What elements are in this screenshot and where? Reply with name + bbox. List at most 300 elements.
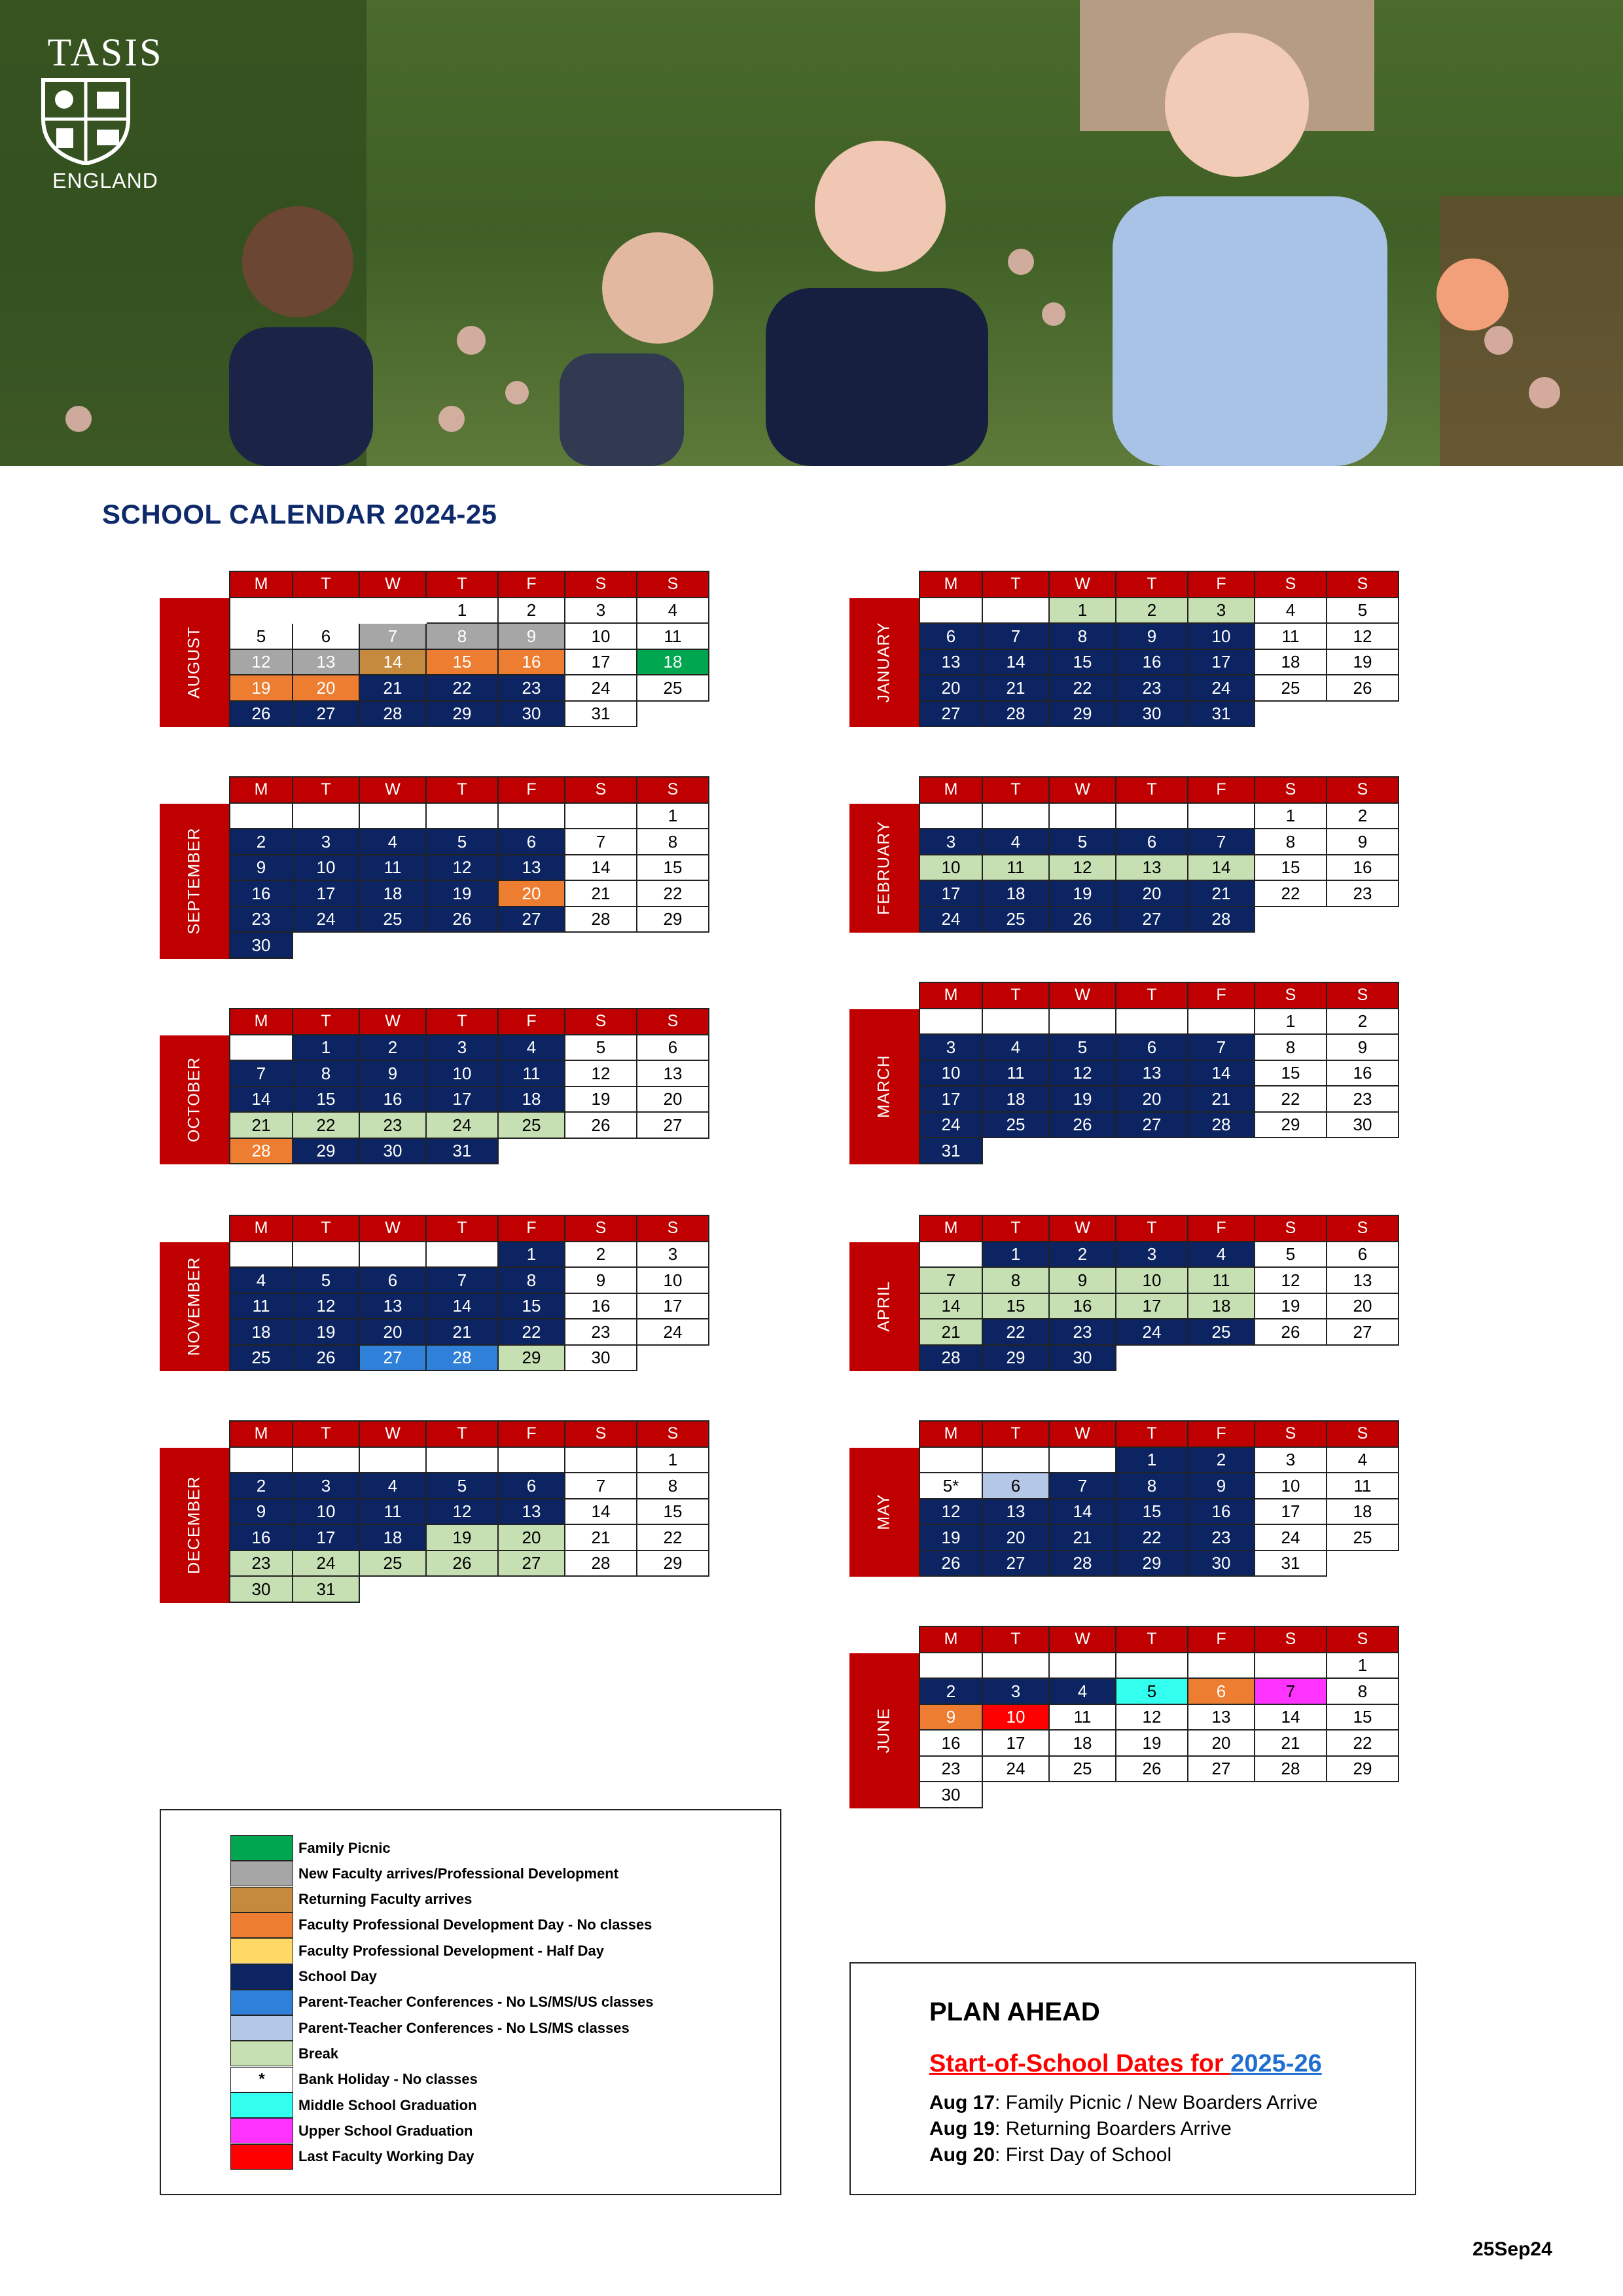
weekday-header: T (427, 778, 499, 804)
day-cell: 7 (1050, 1473, 1116, 1499)
empty-cell (565, 1577, 637, 1603)
day-cell: 4 (983, 829, 1050, 855)
month-grid (229, 1215, 709, 1371)
day-cell: 22 (293, 1113, 360, 1139)
plan-ahead-item (929, 2118, 1232, 2140)
day-cell: 20 (983, 1525, 1050, 1551)
month-name: JUNE (874, 1708, 893, 1753)
day-cell: 20 (1116, 881, 1188, 907)
blank-cell (565, 804, 637, 830)
day-cell: 18 (499, 1087, 565, 1113)
empty-cell (983, 1138, 1050, 1164)
legend-swatch (230, 2118, 293, 2144)
tasis-logo[interactable] (37, 31, 174, 193)
day-cell: 19 (1255, 1294, 1327, 1320)
day-cell: 23 (1327, 881, 1399, 907)
empty-cell (1188, 1782, 1255, 1808)
blank-cell (1050, 1009, 1116, 1035)
empty-cell (499, 1139, 565, 1165)
day-cell: 28 (565, 1551, 637, 1577)
day-cell: 17 (427, 1087, 499, 1113)
day-cell: 12 (293, 1294, 360, 1320)
day-cell: 4 (499, 1035, 565, 1062)
day-cell: 12 (1050, 1061, 1116, 1087)
day-cell: 3 (293, 829, 360, 855)
day-cell: 22 (499, 1319, 565, 1346)
month-label (160, 598, 229, 728)
weekday-header: M (230, 1216, 293, 1242)
day-cell: 10 (637, 1268, 709, 1294)
day-cell: 22 (1255, 1086, 1327, 1113)
blank-cell (920, 1242, 983, 1268)
day-cell: 23 (1050, 1319, 1116, 1346)
legend-label: Faculty Professional Development Day - No classes (298, 1916, 652, 1933)
weekday-header: M (920, 983, 983, 1009)
day-cell: 12 (1327, 624, 1399, 650)
day-cell: 6 (499, 1473, 565, 1499)
shield-icon (37, 73, 135, 165)
legend-item (230, 2092, 477, 2118)
legend-label: Parent-Teacher Conferences - No LS/MS/US classes (298, 1994, 654, 2011)
day-cell: 15 (1327, 1705, 1399, 1731)
legend-label: Upper School Graduation (298, 2122, 473, 2139)
day-cell: 17 (920, 1086, 983, 1113)
empty-cell (565, 1139, 637, 1165)
weekday-header: T (293, 778, 360, 804)
empty-cell (230, 598, 293, 624)
month-grid (919, 1215, 1399, 1371)
month-grid (919, 571, 1399, 727)
blank-cell (230, 1448, 293, 1474)
day-cell: 1 (499, 1242, 565, 1268)
empty-cell (637, 1577, 709, 1603)
month-name: APRIL (874, 1281, 893, 1332)
weekday-header: S (1327, 1216, 1399, 1242)
day-cell: 26 (1327, 675, 1399, 702)
day-cell: 9 (920, 1705, 983, 1731)
plan-ahead-subtitle (929, 2050, 1322, 2078)
day-cell: 18 (1327, 1499, 1399, 1526)
day-cell: 11 (1050, 1705, 1116, 1731)
weekday-header: F (499, 572, 565, 598)
weekday-header: T (1116, 572, 1188, 598)
day-cell: 29 (637, 907, 709, 933)
day-cell: 18 (1188, 1294, 1255, 1320)
legend-label: Break (298, 2045, 339, 2062)
month-name: NOVEMBER (185, 1257, 204, 1356)
weekday-header: S (637, 778, 709, 804)
day-cell: 13 (360, 1294, 427, 1320)
day-cell: 9 (1188, 1473, 1255, 1499)
empty-cell (637, 702, 709, 728)
day-cell: 25 (637, 675, 709, 702)
day-cell: 8 (1327, 1679, 1399, 1705)
day-cell: 30 (565, 1346, 637, 1372)
day-cell: 9 (499, 624, 565, 650)
day-cell: 27 (1188, 1757, 1255, 1783)
day-cell: 16 (1327, 1061, 1399, 1087)
day-cell: 2 (1327, 1009, 1399, 1035)
weekday-header: M (230, 1009, 293, 1035)
day-cell: 3 (293, 1473, 360, 1499)
weekday-header: S (565, 1009, 637, 1035)
blank-cell (230, 1035, 293, 1062)
day-cell: 27 (360, 1346, 427, 1372)
day-cell: 26 (427, 1551, 499, 1577)
day-cell: 19 (1050, 881, 1116, 907)
weekday-header: T (427, 1009, 499, 1035)
blank-cell (1188, 804, 1255, 830)
day-cell: 13 (983, 1499, 1050, 1526)
empty-cell (1327, 1782, 1399, 1808)
blank-cell (499, 804, 565, 830)
day-cell: 3 (920, 1035, 983, 1061)
day-cell: 3 (637, 1242, 709, 1268)
day-cell: 10 (920, 855, 983, 882)
day-cell: 2 (1188, 1448, 1255, 1474)
day-cell: 4 (360, 1473, 427, 1499)
empty-cell (360, 1577, 427, 1603)
empty-cell (1188, 1346, 1255, 1372)
month-label (160, 1035, 229, 1165)
day-cell: 5 (1050, 1035, 1116, 1061)
day-cell: 6 (360, 1268, 427, 1294)
weekday-header: M (920, 778, 983, 804)
plan-ahead-subtitle-prefix: Start-of-School Dates for (929, 2050, 1231, 2077)
weekday-header: T (983, 1422, 1050, 1448)
weekday-header: M (920, 1216, 983, 1242)
day-cell: 15 (1255, 855, 1327, 882)
day-cell: 19 (230, 675, 293, 702)
day-cell: 29 (637, 1551, 709, 1577)
day-cell: 5 (427, 829, 499, 855)
day-cell: 11 (983, 855, 1050, 882)
weekday-header: W (1050, 1627, 1116, 1653)
day-cell: 11 (1327, 1473, 1399, 1499)
blank-cell (920, 804, 983, 830)
plan-ahead-title: PLAN AHEAD (929, 1998, 1100, 2026)
day-cell: 17 (637, 1294, 709, 1320)
weekday-header: W (360, 1009, 427, 1035)
day-cell: 11 (499, 1061, 565, 1087)
day-cell: 24 (293, 907, 360, 933)
day-cell: 29 (1327, 1757, 1399, 1783)
day-cell: 23 (230, 1551, 293, 1577)
day-cell: 22 (637, 1525, 709, 1551)
day-cell: 26 (1255, 1319, 1327, 1346)
month-label (160, 1242, 229, 1372)
weekday-header: F (1188, 1627, 1255, 1653)
day-cell: 10 (920, 1061, 983, 1087)
legend-swatch (230, 1887, 293, 1912)
day-cell: 13 (637, 1061, 709, 1087)
day-cell: 26 (230, 702, 293, 728)
empty-cell (427, 1577, 499, 1603)
day-cell: 5 (1050, 829, 1116, 855)
weekday-header: F (1188, 778, 1255, 804)
month-grid (229, 1420, 709, 1603)
legend-swatch (230, 1912, 293, 1938)
day-cell: 28 (1255, 1757, 1327, 1783)
day-cell: 20 (360, 1319, 427, 1346)
empty-cell (1255, 1138, 1327, 1164)
day-cell: 1 (637, 804, 709, 830)
day-cell: 25 (499, 1113, 565, 1139)
day-cell: 27 (1327, 1319, 1399, 1346)
day-cell: 5 (1116, 1679, 1188, 1705)
day-cell: 7 (565, 1473, 637, 1499)
month-grid (919, 1626, 1399, 1808)
month-name: JANUARY (874, 622, 893, 703)
month-name: MARCH (874, 1054, 893, 1119)
plan-ahead-date: Aug 19 (929, 2118, 995, 2140)
month-label (849, 1448, 919, 1577)
hero-photo (0, 0, 1623, 466)
day-cell: 8 (1116, 1473, 1188, 1499)
day-cell: 15 (293, 1087, 360, 1113)
day-cell: 31 (427, 1139, 499, 1165)
weekday-header: T (983, 778, 1050, 804)
day-cell: 2 (230, 1473, 293, 1499)
day-cell: 21 (230, 1113, 293, 1139)
day-cell: 1 (637, 1448, 709, 1474)
day-cell: 10 (1188, 624, 1255, 650)
blank-cell (427, 1242, 499, 1268)
day-cell: 11 (1255, 624, 1327, 650)
day-cell: 8 (983, 1268, 1050, 1294)
empty-cell (1327, 702, 1399, 728)
day-cell: 11 (1188, 1268, 1255, 1294)
empty-cell (1116, 1782, 1188, 1808)
day-cell: 6 (1327, 1242, 1399, 1268)
weekday-header: S (565, 778, 637, 804)
blank-cell (1188, 1653, 1255, 1679)
blank-cell (1255, 1653, 1327, 1679)
day-cell: 23 (1116, 675, 1188, 702)
day-cell: 18 (983, 881, 1050, 907)
weekday-header: T (1116, 1216, 1188, 1242)
legend-label: Family Picnic (298, 1839, 391, 1856)
day-cell: 24 (1255, 1525, 1327, 1551)
month-name: AUGUST (185, 626, 204, 699)
blank-cell (230, 804, 293, 830)
day-cell: 5 (1255, 1242, 1327, 1268)
day-cell: 12 (427, 855, 499, 882)
day-cell: 14 (1255, 1705, 1327, 1731)
weekday-header: W (1050, 1216, 1116, 1242)
day-cell: 17 (293, 881, 360, 907)
day-cell: 15 (427, 650, 499, 676)
blank-cell (1116, 1009, 1188, 1035)
weekday-header: S (1327, 778, 1399, 804)
day-cell: 19 (427, 881, 499, 907)
day-cell: 10 (565, 624, 637, 650)
day-cell: 20 (1116, 1086, 1188, 1113)
blank-cell (983, 804, 1050, 830)
weekday-header: W (1050, 572, 1116, 598)
legend-item (230, 2041, 338, 2066)
day-cell: 30 (1188, 1551, 1255, 1577)
day-cell: 8 (637, 829, 709, 855)
empty-cell (1327, 1346, 1399, 1372)
weekday-header: M (920, 1627, 983, 1653)
day-cell: 29 (983, 1346, 1050, 1372)
day-cell: 2 (1327, 804, 1399, 830)
weekday-header: F (1188, 983, 1255, 1009)
month-grid (919, 776, 1399, 933)
weekday-header: M (230, 778, 293, 804)
legend-label: Bank Holiday - No classes (298, 2071, 478, 2088)
day-cell: 25 (360, 1551, 427, 1577)
day-cell: 20 (637, 1087, 709, 1113)
legend-label: Parent-Teacher Conferences - No LS/MS classes (298, 2019, 630, 2036)
legend-item (230, 1835, 391, 1861)
day-cell: 23 (360, 1113, 427, 1139)
plan-ahead-text: : First Day of School (995, 2144, 1172, 2166)
legend-label: School Day (298, 1968, 377, 1984)
day-cell: 11 (983, 1061, 1050, 1087)
blank-cell (230, 1242, 293, 1268)
day-cell: 13 (1327, 1268, 1399, 1294)
day-cell: 7 (983, 624, 1050, 650)
day-cell: 23 (920, 1757, 983, 1783)
day-cell: 2 (230, 829, 293, 855)
day-cell: 27 (293, 702, 360, 728)
day-cell: 19 (1116, 1731, 1188, 1757)
day-cell: 21 (360, 675, 427, 702)
blank-cell (983, 1653, 1050, 1679)
day-cell: 6 (637, 1035, 709, 1062)
day-cell: 31 (1188, 702, 1255, 728)
plan-ahead-subtitle-year[interactable]: 2025-26 (1230, 2050, 1322, 2077)
day-cell: 28 (1188, 1113, 1255, 1139)
day-cell: 12 (1255, 1268, 1327, 1294)
day-cell: 12 (1116, 1705, 1188, 1731)
day-cell: 11 (360, 855, 427, 882)
legend-item (230, 2015, 630, 2041)
day-cell: 29 (499, 1346, 565, 1372)
blank-cell (1050, 1653, 1116, 1679)
day-cell: 16 (565, 1294, 637, 1320)
month-grid (229, 571, 709, 727)
empty-cell (427, 933, 499, 959)
legend-swatch: * (230, 2067, 293, 2092)
day-cell: 28 (230, 1139, 293, 1165)
blank-cell (293, 804, 360, 830)
day-cell: 14 (565, 1499, 637, 1526)
day-cell: 9 (1327, 829, 1399, 855)
day-cell: 17 (1116, 1294, 1188, 1320)
day-cell: 5 (427, 1473, 499, 1499)
day-cell: 13 (499, 855, 565, 882)
day-cell: 25 (983, 907, 1050, 933)
day-cell: 25 (360, 907, 427, 933)
day-cell: 14 (427, 1294, 499, 1320)
day-cell: 2 (1116, 598, 1188, 624)
weekday-header: T (1116, 1627, 1188, 1653)
day-cell: 19 (293, 1319, 360, 1346)
day-cell: 5 (230, 624, 293, 650)
day-cell: 24 (637, 1319, 709, 1346)
day-cell: 14 (360, 650, 427, 676)
day-cell: 23 (230, 907, 293, 933)
day-cell: 26 (427, 907, 499, 933)
weekday-header: W (360, 1422, 427, 1448)
weekday-header: T (293, 1216, 360, 1242)
day-cell: 29 (293, 1139, 360, 1165)
day-cell: 15 (637, 1499, 709, 1526)
day-cell: 21 (983, 675, 1050, 702)
day-cell: 27 (1116, 907, 1188, 933)
blank-cell (293, 1448, 360, 1474)
legend-item (230, 2144, 474, 2170)
blank-cell (920, 598, 983, 624)
day-cell: 25 (983, 1113, 1050, 1139)
day-cell: 13 (499, 1499, 565, 1526)
day-cell: 1 (1255, 804, 1327, 830)
weekday-header: S (637, 1009, 709, 1035)
day-cell: 29 (1116, 1551, 1188, 1577)
day-cell: 13 (920, 650, 983, 676)
day-cell: 10 (293, 855, 360, 882)
day-cell: 24 (1116, 1319, 1188, 1346)
weekday-header: T (293, 1422, 360, 1448)
day-cell: 7 (920, 1268, 983, 1294)
plan-ahead-text: : Returning Boarders Arrive (995, 2118, 1232, 2140)
legend-swatch (230, 1835, 293, 1861)
day-cell: 4 (360, 829, 427, 855)
day-cell: 14 (230, 1087, 293, 1113)
weekday-header: T (983, 983, 1050, 1009)
day-cell: 7 (1255, 1679, 1327, 1705)
blank-cell (1188, 1009, 1255, 1035)
blank-cell (499, 1448, 565, 1474)
day-cell: 2 (360, 1035, 427, 1062)
day-cell: 22 (637, 881, 709, 907)
empty-cell (983, 1782, 1050, 1808)
day-cell: 18 (230, 1319, 293, 1346)
day-cell: 10 (427, 1061, 499, 1087)
month-label (849, 804, 919, 933)
day-cell: 18 (983, 1086, 1050, 1113)
day-cell: 30 (1050, 1346, 1116, 1372)
day-cell: 30 (1116, 702, 1188, 728)
day-cell: 14 (1050, 1499, 1116, 1526)
legend-label: Faculty Professional Development - Half Day (298, 1942, 605, 1959)
month-name: FEBRUARY (874, 821, 893, 916)
weekday-header: S (1255, 1627, 1327, 1653)
day-cell: 3 (920, 829, 983, 855)
day-cell: 6 (983, 1473, 1050, 1499)
day-cell: 1 (1050, 598, 1116, 624)
legend-label: Returning Faculty arrives (298, 1891, 473, 1908)
day-cell: 31 (293, 1577, 360, 1603)
weekday-header: S (1255, 778, 1327, 804)
day-cell: 14 (983, 650, 1050, 676)
empty-cell (637, 1139, 709, 1165)
day-cell: 1 (293, 1035, 360, 1062)
day-cell: 14 (1188, 1061, 1255, 1087)
day-cell: 16 (920, 1731, 983, 1757)
day-cell: 3 (565, 598, 637, 624)
day-cell: 30 (230, 1577, 293, 1603)
day-cell: 29 (427, 702, 499, 728)
empty-cell (1116, 1346, 1188, 1372)
plan-ahead-box (849, 1962, 1416, 2195)
day-cell: 2 (499, 598, 565, 624)
day-cell: 4 (1188, 1242, 1255, 1268)
day-cell: 22 (1255, 881, 1327, 907)
